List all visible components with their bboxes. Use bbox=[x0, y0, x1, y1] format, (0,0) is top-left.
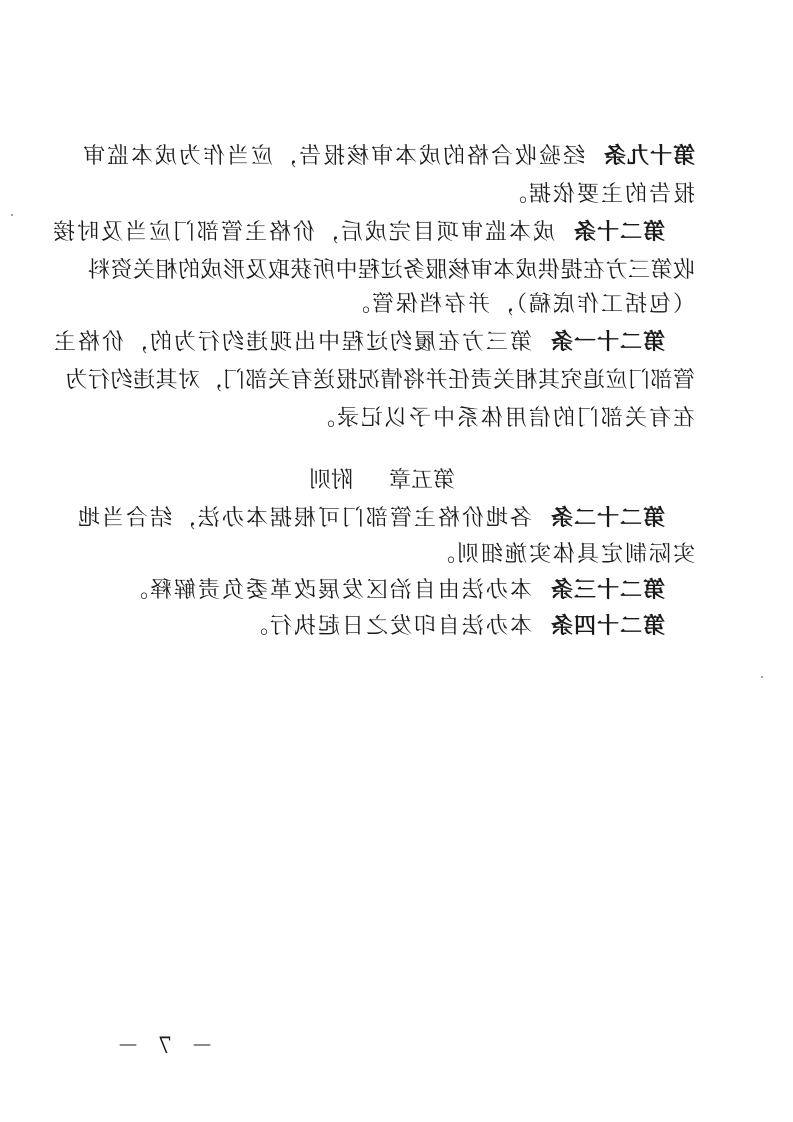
article-22-number: 第二十二条 bbox=[549, 506, 665, 531]
article-22-text-1: 各地价格主管部门可根据本办法，结合当地 bbox=[75, 506, 532, 531]
article-19-text-2: 报告的主要依据。 bbox=[502, 182, 695, 207]
article-21-line-3 bbox=[311, 404, 695, 434]
chapter-title: 附则 bbox=[308, 468, 353, 493]
article-20-line-1 bbox=[51, 218, 665, 248]
article-24-text-1: 本办法自印发之日起执行。 bbox=[243, 614, 532, 639]
article-22-line-2 bbox=[431, 540, 695, 570]
article-21-text-2: 管部门应追究其相关责任并将情况报送有关部门，对其违约行为 bbox=[64, 368, 695, 393]
article-19-line-1 bbox=[81, 142, 695, 172]
article-20-text-1: 成本监审项目完成后，价格主管部门应当及时接 bbox=[50, 220, 555, 245]
chapter-heading bbox=[309, 466, 455, 496]
chapter-number: 第五章 bbox=[388, 468, 455, 493]
article-21-line-1 bbox=[52, 328, 665, 358]
article-20-line-2 bbox=[87, 256, 695, 286]
article-22-line-1 bbox=[76, 504, 665, 534]
scan-speck bbox=[761, 676, 763, 678]
article-21-text-3: 在有关部门的信用体系中予以记录。 bbox=[310, 406, 695, 431]
page-number: － 7 － bbox=[111, 1034, 213, 1059]
article-21-number: 第二十一条 bbox=[549, 330, 665, 355]
article-23-number: 第二十三条 bbox=[549, 578, 665, 603]
article-23-line-1 bbox=[124, 576, 665, 606]
article-20-number: 第二十条 bbox=[572, 220, 665, 245]
article-23-text-1: 本办法由自治区发展改革委负责解释。 bbox=[123, 578, 532, 603]
article-22-text-2: 实际制定具体实施细则。 bbox=[430, 542, 695, 567]
article-24-line-1 bbox=[244, 612, 665, 642]
article-19-text-1: 经验收合格的成本审核报告，应当作为成本监审 bbox=[80, 144, 585, 169]
article-20-text-2: 收第三方在提供成本审核服务过程中所获取及形成的相关资料 bbox=[87, 258, 695, 283]
article-21-text-1: 第三方在履约过程中出现违约行为的，价格主 bbox=[51, 330, 532, 355]
article-20-text-3: （包括工作底稿），并存档保管。 bbox=[345, 292, 695, 317]
scan-speck bbox=[11, 214, 13, 216]
article-21-line-2 bbox=[65, 366, 695, 396]
article-20-line-3 bbox=[346, 290, 695, 320]
article-24-number: 第二十四条 bbox=[549, 614, 665, 639]
article-19-number: 第十九条 bbox=[602, 144, 695, 169]
article-19-line-2 bbox=[503, 180, 695, 210]
